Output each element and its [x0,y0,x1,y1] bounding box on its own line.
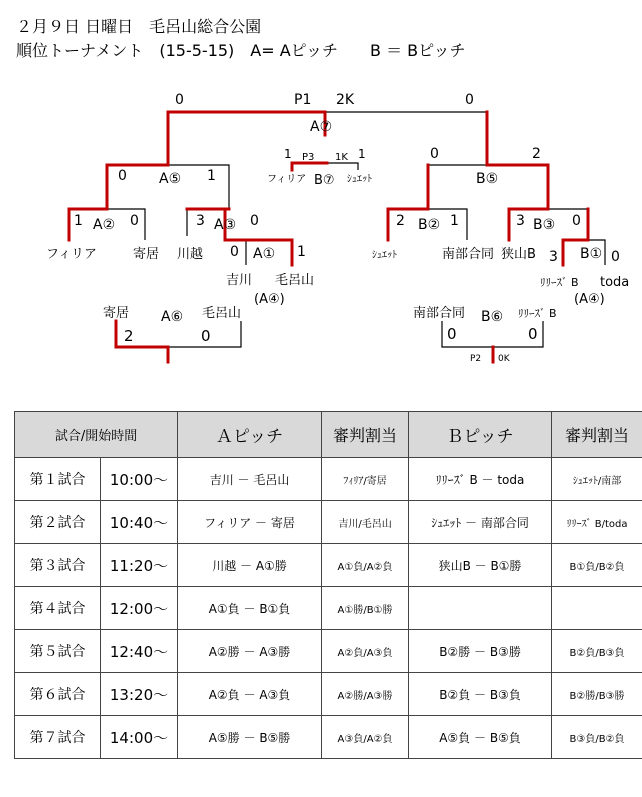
b3-left-score: 3 [516,213,525,229]
a5-right-score: 1 [207,168,216,184]
a1-right-team: 毛呂山 [275,273,315,288]
a-pitch-match: 吉川 － 毛呂山 [178,458,322,501]
a-pitch-referee: 吉川/毛呂山 [322,501,409,544]
a2-left-team: フィリア [46,247,97,262]
schedule-header-row [15,412,642,458]
table-row [15,673,642,716]
table-row [15,458,642,501]
b2-label: B② [418,217,441,233]
a2-left-score: 1 [74,213,83,229]
b-pitch-referee: ﾘﾘｰｽﾞ B/toda [552,501,642,544]
third-left-team: フィリア [267,174,307,185]
b6-right-team: ﾘﾘｰｽﾞ B [518,307,557,320]
table-row [15,630,642,673]
b5-left-score: 0 [430,146,439,162]
a-pitch-referee: A③負/A②負 [322,716,409,759]
title-date-venue: ２月９日 日曜日 毛呂山総合公園 [16,17,262,36]
b6-right-score: 0 [528,325,538,343]
b2-right-team: 南部合同 [442,247,495,262]
a1-right-score: 1 [297,244,306,260]
a5-left-score: 0 [118,168,127,184]
a-pitch-match: A①負 － B①負 [178,587,322,630]
third-field: P3 [302,152,315,163]
table-row [15,544,642,587]
b1-right-score: 0 [611,249,620,265]
a6-right-score: 0 [201,327,211,345]
header-a-referee: 審判割当 [322,412,409,458]
a2-label: A② [93,217,116,233]
game-number: 第３試合 [15,544,101,587]
table-row [15,501,642,544]
title-tournament: 順位トーナメント (15-5-15) A= Aピッチ B ＝ Bピッチ [16,41,466,60]
game-number: 第６試合 [15,673,101,716]
b5-right-score: 2 [532,146,541,162]
a-pitch-match: フィリア － 寄居 [178,501,322,544]
game-number: 第１試合 [15,458,101,501]
table-row [15,716,642,759]
a1-note: (A④) [254,292,285,307]
a6-left-team: 寄居 [103,306,130,321]
third-label: B⑦ [314,173,335,188]
third-right-score: 1 [358,147,366,161]
final-extra: 2K [336,92,355,108]
a-pitch-match: A②負 － A③負 [178,673,322,716]
b1-left-score: 3 [549,249,558,265]
third-right-line [327,163,358,170]
b-pitch-referee: B②負/B③負 [552,630,642,673]
b1-note: (A④) [574,292,605,307]
a1-left-team: 吉川 [226,273,253,288]
a-pitch-match: A②勝 － A③勝 [178,630,322,673]
b5-label: B⑤ [476,171,499,187]
game-number: 第２試合 [15,501,101,544]
a6-right-team: 毛呂山 [202,306,242,321]
b2-right-score: 1 [450,213,459,229]
b3-label: B③ [533,217,556,233]
a-pitch-referee: ﾌｨﾘｱ/寄居 [322,458,409,501]
start-time: 13:20～ [101,673,178,716]
b-pitch-match: 狭山B － B①勝 [409,544,552,587]
b1-right-team: toda [600,275,630,290]
third-left-score: 1 [284,147,292,161]
b2-left-team: ｼｭｴｯﾄ [372,250,397,261]
third-right-team: ｼｭｴｯﾄ [347,174,372,185]
start-time: 12:40～ [101,630,178,673]
game-number: 第５試合 [15,630,101,673]
b-pitch-referee: ｼｭｴｯﾄ/南部 [552,458,642,501]
b6-left-score: 0 [447,325,457,343]
a-pitch-referee: A①勝/B①勝 [322,587,409,630]
final-right-score: 0 [465,92,474,108]
b-pitch-match: ﾘﾘｰｽﾞ B － toda [409,458,552,501]
final-field: P1 [294,92,312,108]
a1-label: A① [253,246,276,262]
start-time: 12:00～ [101,587,178,630]
third-extra: 1K [335,152,348,163]
final-left-score: 0 [175,92,184,108]
a-pitch-referee: A①負/A②負 [322,544,409,587]
a1-left-score: 0 [230,244,239,260]
final-right-line [325,112,487,135]
b-pitch-referee: B③負/B②負 [552,716,642,759]
header-b-referee: 審判割当 [552,412,642,458]
a-pitch-referee: A②負/A③負 [322,630,409,673]
schedule-table [14,411,642,759]
b6-left-team: 南部合同 [413,306,466,321]
a-pitch-match: 川越 － A①勝 [178,544,322,587]
start-time: 14:00～ [101,716,178,759]
a3-label: A③ [214,217,237,233]
a2-right-score: 0 [130,213,139,229]
a6-label: A⑥ [161,309,184,325]
b-pitch-match: ｼｭｴｯﾄ － 南部合同 [409,501,552,544]
a5-label: A⑤ [159,171,182,187]
b-pitch-match: A⑤負 － B⑤負 [409,716,552,759]
b-pitch-match: B②負 － B③負 [409,673,552,716]
header-game-time: 試合/開始時間 [15,412,178,458]
b-pitch-match [409,587,552,630]
b6-label: B⑥ [481,309,504,325]
a6-left-score: 2 [124,327,134,345]
b-pitch-referee [552,587,642,630]
b1-label: B① [580,246,603,262]
third-winner-line [292,163,327,170]
a2-right-team: 寄居 [133,247,160,262]
header-a-pitch: Ａピッチ [178,412,322,458]
b6-extra: 0K [498,354,510,364]
start-time: 10:40～ [101,501,178,544]
a-pitch-referee: A②勝/A③勝 [322,673,409,716]
final-label: A⑦ [310,119,333,135]
header-b-pitch: Ｂピッチ [409,412,552,458]
b2-left-score: 2 [396,213,405,229]
game-number: 第７試合 [15,716,101,759]
b1-left-team: ﾘﾘｰｽﾞ B [540,276,579,289]
b6-field: P2 [470,354,482,364]
a-pitch-match: A⑤勝 － B⑤勝 [178,716,322,759]
bracket-lines-winner [69,112,588,362]
b3-left-team: 狭山B [501,247,536,262]
a3-left-team: 川越 [177,247,204,262]
start-time: 11:20～ [101,544,178,587]
b-pitch-referee: B②勝/B③勝 [552,673,642,716]
b-pitch-match: B②勝 － B③勝 [409,630,552,673]
a3-left-score: 3 [196,213,205,229]
table-row [15,587,642,630]
a3-right-score: 0 [250,213,259,229]
game-number: 第４試合 [15,587,101,630]
b3-right-score: 0 [572,213,581,229]
b-pitch-referee: B①負/B②負 [552,544,642,587]
start-time: 10:00～ [101,458,178,501]
